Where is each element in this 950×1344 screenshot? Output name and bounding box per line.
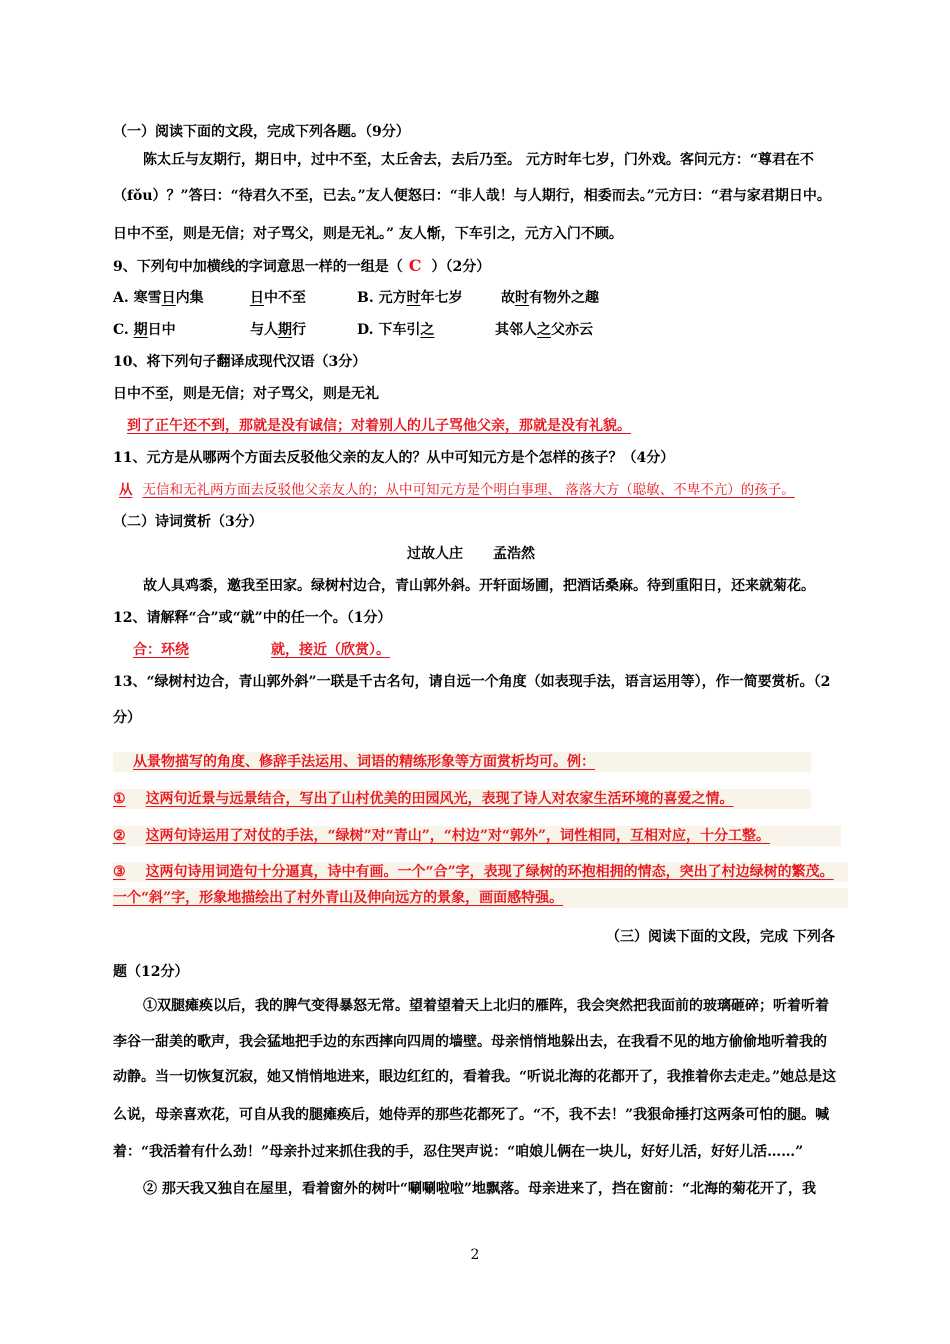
- q11-stem: 11、元方是从哪两个方面去反驳他父亲的友人的？从中可知元方是个怎样的孩子？（4分）: [113, 450, 675, 466]
- q9-option-a-second: 日中不至: [250, 290, 306, 306]
- section3-heading: （三）阅读下面的文段，完成 下列各: [606, 929, 835, 945]
- passage1-line1: 陈太丘与友期行，期日中，过中不至，太丘舍去，去后乃至。 元方时年七岁，门外戏。客问元方：“尊君在不: [143, 152, 814, 168]
- q9-answer: C: [408, 256, 422, 275]
- q10-sentence: 日中不至，则是无信；对子骂父，则是无礼: [113, 386, 379, 402]
- passage1-line3: 日中不至，则是无信；对子骂父，则是无礼。” 友人惭，下车引之，元方入门不顾。: [113, 226, 623, 242]
- q9-option-b-second: 故时有物外之趣: [501, 290, 599, 306]
- q12-answer: 合：环绕 就，接近（欣赏）。: [133, 642, 390, 658]
- q11-answer: 从 无信和无礼两方面去反驳他父亲友人的；从中可知元方是个明白事理、 落落大方（聪敏、不卑不亢）的孩子。: [119, 482, 795, 498]
- passage3-line1: ①双腿瘫痪以后，我的脾气变得暴怒无常。望着望着天上北归的雁阵，我会突然把我面前的玻璃砸碎；听着听着: [143, 998, 829, 1014]
- section3-heading-continued: 题（12分）: [113, 964, 189, 980]
- q9-option-b: B. 元方时年七岁: [357, 290, 463, 306]
- passage1-line2: （fǒu）？”答曰：“待君久不至，已去。”友人便怒曰：“非人哉！与人期行，相委而去。”元方曰：“君与家君期日中。: [113, 188, 831, 204]
- q9-stem: 9、下列句中加横线的字词意思一样的一组是（ C ）（2分）: [113, 256, 491, 275]
- passage3-line4: 么说，母亲喜欢花，可自从我的腿瘫痪后，她侍弄的那些花都死了。“不，我不去！”我狠命捶打这两条可怕的腿。喊: [113, 1107, 830, 1123]
- passage3-line6: ② 那天我又独自在屋里，看着窗外的树叶“唰唰啦啦”地飘落。母亲进来了，挡在窗前：“北海的菊花开了，我: [143, 1181, 817, 1197]
- q9-option-d-second: 其邻人之父亦云: [495, 322, 593, 338]
- passage3-line3: 动静。当一切恢复沉寂，她又悄悄地进来，眼边红红的，看着我。“听说北海的花都开了，我推着你去走走。”她总是这: [113, 1069, 837, 1085]
- q12-stem: 12、请解释“合”或“就”中的任一个。（1分）: [113, 610, 392, 626]
- section1-heading: （一）阅读下面的文段，完成下列各题。（9分）: [113, 124, 410, 140]
- section2-heading: （二）诗词赏析（3分）: [113, 514, 263, 530]
- q13-answer-3-continued: 一个“斜”字，形象地描绘出了村外青山及伸向远方的景象，画面感特强。: [113, 888, 848, 908]
- q13-answer-2: ② 这两句诗运用了对仗的手法，“绿树”对“青山”，“村边”对“郭外”，词性相同，互相对应，十分工整。: [113, 826, 841, 846]
- q13-answer-intro: 从景物描写的角度、修辞手法运用、词语的精练形象等方面赏析均可。例：: [113, 752, 811, 772]
- q10-answer: 到了正午还不到，那就是没有诚信；对着别人的儿子骂他父亲，那就是没有礼貌。: [127, 418, 631, 434]
- passage3-line5: 着：“我活着有什么劲！”母亲扑过来抓住我的手，忍住哭声说：“咱娘儿俩在一块儿，好好儿活，好好儿活……”: [113, 1144, 804, 1160]
- poem-author: 孟浩然: [493, 546, 535, 562]
- q13-stem-line1: 13、“绿树村边合，青山郭外斜”一联是千古名句，请自远一个角度（如表现手法，语言运用等），作一简要赏析。（2: [113, 674, 831, 690]
- q13-answer-1: ① 这两句近景与远景结合，写出了山村优美的田园风光，表现了诗人对农家生活环境的喜爱之情。: [113, 789, 811, 809]
- q9-option-c: C. 期日中: [113, 322, 176, 338]
- q9-option-c-second: 与人期行: [250, 322, 306, 338]
- passage3-line2: 李谷一甜美的歌声，我会猛地把手边的东西摔向四周的墙壁。母亲悄悄地躲出去，在我看不见的地方偷偷地听着我的: [113, 1034, 827, 1050]
- poem-text: 故人具鸡黍，邀我至田家。绿树村边合，青山郭外斜。开轩面场圃，把酒话桑麻。待到重阳日，还来就菊花。: [143, 578, 815, 594]
- q13-stem-line2: 分）: [113, 710, 141, 726]
- poem-title: 过故人庄 孟浩然: [407, 546, 535, 562]
- page-number: 2: [470, 1247, 480, 1263]
- q9-option-a: A. 寒雪日内集: [113, 290, 204, 306]
- q10-stem: 10、将下列句子翻译成现代汉语（3分）: [113, 354, 367, 370]
- q13-answer-3: ③ 这两句诗用词造句十分逼真，诗中有画。一个“合”字，表现了绿树的环抱相拥的情态，突出了村边绿树的繁茂。: [113, 862, 848, 882]
- q9-option-d: D. 下车引之: [357, 322, 435, 338]
